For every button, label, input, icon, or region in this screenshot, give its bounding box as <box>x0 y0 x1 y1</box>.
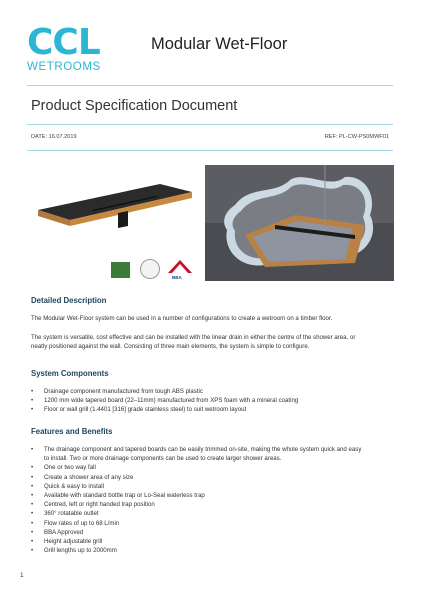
features-heading: Features and Benefits <box>31 427 113 436</box>
list-item: • 360° rotatable outlet <box>31 509 366 518</box>
system-components-heading: System Components <box>31 369 109 378</box>
list-item: • Drainage component manufactured from tough ABS plastic <box>31 387 366 396</box>
meta-divider <box>27 150 393 151</box>
list-item: • Available with standard bottle trap or Lo-Seal waterless trap <box>31 491 366 500</box>
round-certification-badge <box>140 259 160 279</box>
list-item: • Height adjustable grill <box>31 537 366 546</box>
list-item: • One or two way fall <box>31 463 366 472</box>
list-item: • Flow rates of up to 68 L/min <box>31 519 366 528</box>
document-title: Modular Wet-Floor <box>151 35 288 53</box>
list-item: • Floor or wall grill (1.4401 [316] grade stainless steel) to suit wetroom layout <box>31 405 366 414</box>
list-item: • Quick & easy to install <box>31 482 366 491</box>
list-item: • Grill lengths up to 2000mm <box>31 546 366 555</box>
list-item: • Centred, left or right handed trap position <box>31 500 366 509</box>
list-item: • BBA Approved <box>31 528 366 537</box>
header-divider <box>27 85 393 86</box>
list-item: • Create a shower area of any size <box>31 473 366 482</box>
list-item: • The drainage component and tapered boards can be easily trimmed on-site, making the whole system quick and easy to install. Two or more drainage components can be used to create larger shower areas. <box>31 445 366 463</box>
wetroom-installation-image <box>205 165 394 281</box>
page-number: 1 <box>20 572 24 579</box>
description-paragraph-1: The Modular Wet-Floor system can be used in a number of configurations to create a wetroom on a timber floor. <box>31 315 333 322</box>
list-item: • 1200 mm wide tapered board (22–11mm) manufactured from XPS foam with a mineral coating <box>31 396 366 405</box>
detailed-description-heading: Detailed Description <box>31 296 107 305</box>
features-list <box>31 445 366 555</box>
document-date: DATE: 16.07.2019 <box>31 134 77 140</box>
logo-main-text: CCL <box>27 22 100 63</box>
page-heading: Product Specification Document <box>31 98 238 114</box>
system-components-list <box>31 387 366 415</box>
document-reference: REF: PL-CW-PS0MWF01 <box>324 134 389 140</box>
ccl-wetrooms-logo <box>27 22 107 73</box>
product-board-image <box>36 180 194 240</box>
logo-sub-text: WETROOMS <box>27 61 101 73</box>
description-paragraph-2: The system is versatile, cost effective and can be installed with the linear drain in either the centre of the shower area, or neatly positioned against the wall. Consisting of three main elements, the system is simple to configure. <box>31 334 356 351</box>
green-certification-badge <box>111 262 130 278</box>
certification-badges <box>111 259 193 285</box>
heading-divider <box>27 124 393 125</box>
bba-badge-label: BBA <box>172 275 182 280</box>
